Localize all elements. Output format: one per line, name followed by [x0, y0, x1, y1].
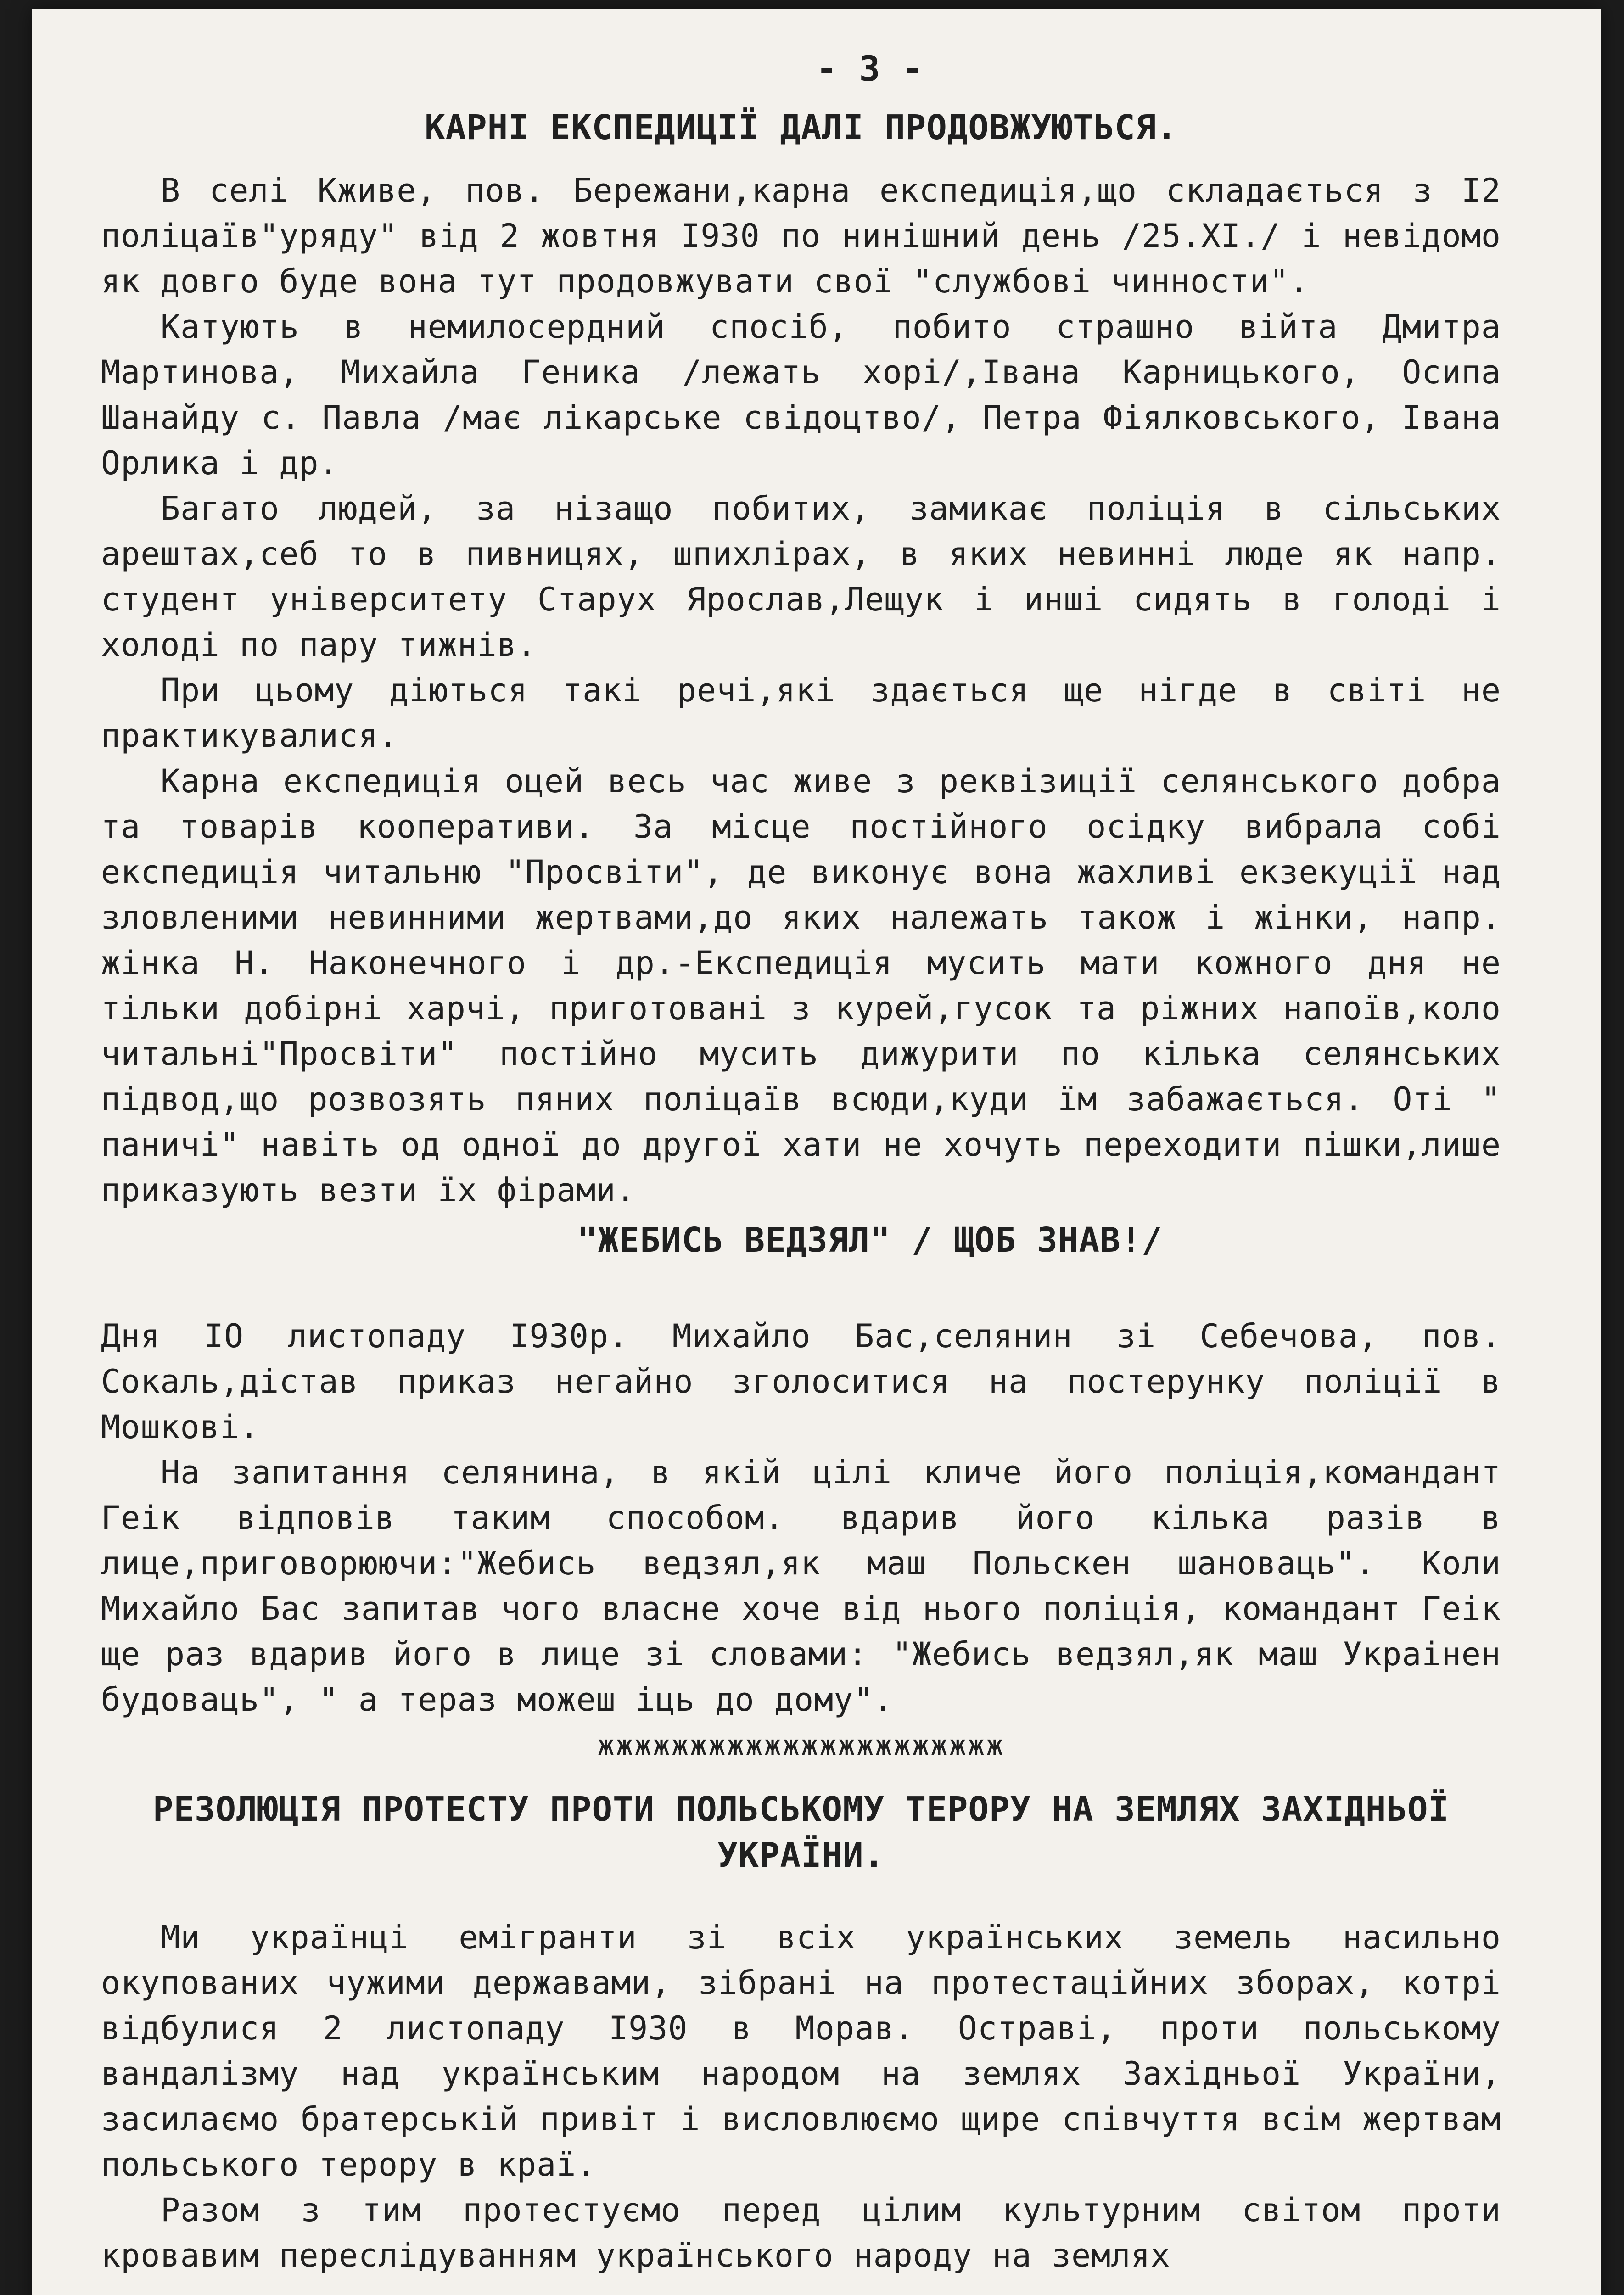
paragraph: В селі Кживе, пов. Бережани,карна експедиція,що складається з I2 поліцаїв"уряду" від 2 жовтня I930 по нинішний день /25.XI./ і невідомо як довго буде вона тут продовжувати свої "службові чинности".	[101, 172, 1501, 300]
heading-resolution: РЕЗОЛЮЦІЯ ПРОТЕСТУ ПРОТИ ПОЛЬСЬКОМУ ТЕРОРУ НА ЗЕМЛЯХ ЗАХІДНЬОЇ УКРАЇНИ.	[152, 1790, 1450, 1875]
typewritten-text	[101, 46, 1501, 2278]
heading-zhebys-vedzial: "ЖЕБИСЬ ВЕДЗЯЛ" / ЩОБ ЗНАВ!/	[577, 1220, 1163, 1260]
paragraph: Катують в немилосердний спосіб, побито страшно війта Дмитра Мартинова, Михайла Геника /лежать хорі/,Івана Карницького, Осипа Шанайду с. Павла /має лікарське свідоцтво/, Петра Фіялковського, Івана Орлика і др.	[101, 308, 1501, 482]
paragraph: На запитання селянина, в якій цілі кличе його поліція,командант Геік відповів таким способом. вдарив його кілька разів в лице,приговорюючи:"Жебись ведзял,як маш Польскен шановаць". Коли Михайло Бас запитав чого власне хоче від нього поліція, командант Геік ще раз вдарив його в лице зі словами: "Жебись ведзял,як маш Украінен будоваць", " а тераз можеш іць до дому".	[101, 1454, 1501, 1718]
paragraph: Ми українці емігранти зі всіх українських земель насильно окупованих чужими державами, зібрані на протестаційних зборах, котрі відбулися 2 листопаду I930 в Морав. Остраві, проти польському вандалізму над українським народом на землях Західньої України, засилаємо братерській привіт і висловлюємо щире співчуття всім жертвам польського терору в краї.	[101, 1919, 1501, 2183]
heading-punitive-expeditions: КАРНІ ЕКСПЕДИЦІЇ ДАЛІ ПРОДОВЖУЮТЬСЯ.	[425, 108, 1177, 147]
paragraph: При цьому діються такі речі,які здається ще нігде в світі не практикувалися.	[101, 672, 1501, 755]
paragraph: Дня IO листопаду I930р. Михайло Бас,селянин зі Себечова, пов. Сокаль,дістав приказ негайно зголоситися на постерунку поліції в Мошкові.	[101, 1317, 1501, 1446]
paragraph: Карна експедиція оцей весь час живе з реквізиції селянського добра та товарів кооперативи. За місце постійного осідку вибрала собі експедиція читальню "Просвіти", де виконує вона жахливі екзекуції над зловленими невинними жертвами,до яких належать також і жінки, напр. жінка Н. Наконечного і др.-Експедиція мусить мати кожного дня не тільки добірні харчі, приготовані з курей,гусок та ріжних напоїв,коло читальні"Просвіти" постійно мусить дижурити по кілька селянських підвод,що розвозять пяних поліцаїв всюди,куди їм забажається. Оті " паничі" навіть од одної до другої хати не хочуть переходити пішки,лише приказують везти їх фірами.	[101, 762, 1501, 1209]
separator-line: жжжжжжжжжжжжжжжжжжжжжж	[597, 1729, 1005, 1762]
document-page	[32, 9, 1601, 2295]
page-number: - 3 -	[816, 48, 924, 89]
paragraph: Багато людей, за нізащо побитих, замикає поліція в сільських арештах,себ то в пивницях, шпихлірах, в яких невинні люде як напр. студент університету Старух Ярослав,Лещук і инші сидять в голоді і холоді по пару тижнів.	[101, 490, 1501, 664]
paragraph: Разом з тим протестуємо перед цілим культурним світом проти кровавим переслідуванням українського народу на землях	[101, 2191, 1501, 2274]
